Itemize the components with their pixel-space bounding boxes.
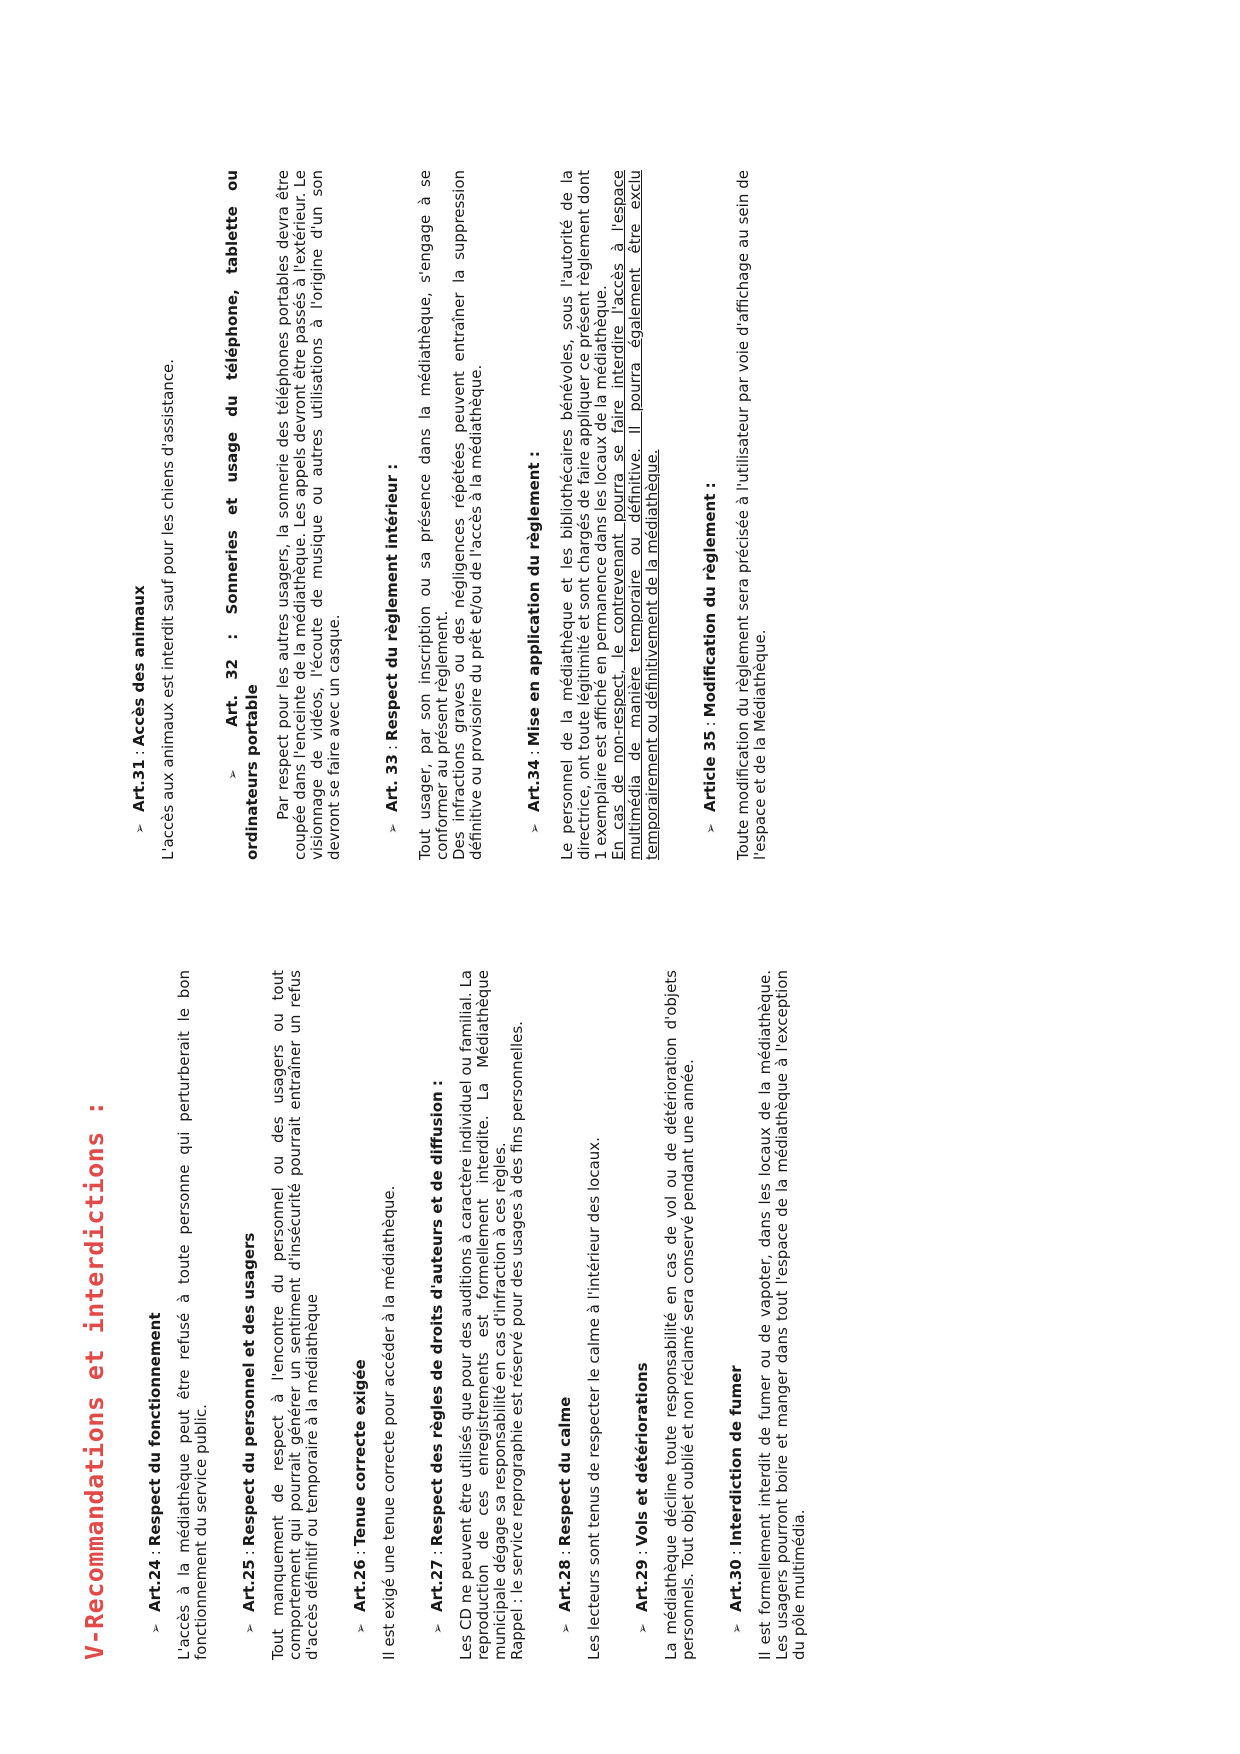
article-title: Respect des règles de droits d'auteurs et de diffusion : — [428, 1080, 446, 1547]
article-title: Respect du personnel et des usagers — [240, 1232, 258, 1547]
article-number: Art.34 — [525, 759, 543, 812]
rotated-page — [80, 120, 1160, 1660]
article-30-heading: ➢ Art.30 : Interdiction de fumer — [727, 1365, 745, 1634]
right-column — [130, 170, 799, 860]
article-number: Art. 33 — [383, 754, 401, 812]
article-29-heading: ➢ Art.29 : Vols et détériorations — [633, 1362, 651, 1634]
arrow-bullet-icon: ➢ — [226, 769, 241, 780]
article-26-text: Il est exigé une tenue correcte pour accéder à la médiathèque. — [380, 1185, 398, 1660]
article-number: Article 35 — [701, 730, 719, 812]
article-28-heading: ➢ Art.28 : Respect du calme — [556, 1396, 574, 1634]
article-title: Respect du règlement intérieur : — [383, 463, 401, 741]
article-34-text: Le personnel de la médiathèque et les bibliothécaires bénévoles, sous l'autorité de la directrice, ont toute légitimité et sont chargés de faire appliquer ce présent règlement dont 1 exemplaire est affiché en permanence dans les locaux de la médiathèque. — [558, 170, 610, 860]
article-30-text: Il est formellement interdit de fumer ou de vapoter, dans les locaux de la médiathèque. Les usagers pourront boire et manger dans tout l'espace de la médiathèque à l'exception du pôle multimédia. — [756, 970, 808, 1660]
arrow-bullet-icon: ➢ — [730, 1623, 745, 1634]
arrow-bullet-icon: ➢ — [559, 1623, 574, 1634]
article-33-text: Tout usager, par son inscription ou sa présence dans la médiathèque, s'engage à se conformer au présent règlement. — [416, 170, 451, 860]
article-27-note: Rappel : le service reprographie est réservé pour des usages à des fins personnelles. — [508, 1021, 526, 1660]
article-title: Tenue correcte exigée — [351, 1359, 369, 1547]
article-title: Sonneries et usage du téléphone, tablette ou ordinateurs portable — [223, 170, 261, 860]
article-number: Art.26 — [351, 1559, 369, 1612]
article-number: Art.24 — [146, 1559, 164, 1612]
article-24-heading: ➢ Art.24 : Respect du fonctionnement — [146, 1312, 164, 1634]
arrow-bullet-icon: ➢ — [636, 1623, 651, 1634]
article-33-heading: ➢ Art. 33 : Respect du règlement intérieur : — [383, 463, 401, 834]
arrow-bullet-icon: ➢ — [431, 1623, 446, 1634]
arrow-bullet-icon: ➢ — [354, 1623, 369, 1634]
article-34-sanction: En cas de non-respect, le contrevenant pourra se faire interdire l'accès à l'espace multimédia de manière temporaire ou définitive. Il pourra également être exclu temporairement ou définitivement de la médiathèque. — [609, 170, 661, 860]
arrow-bullet-icon: ➢ — [243, 1623, 258, 1634]
article-32-heading: ➢ Art. 32 : Sonneries et usage du téléphone, tablette ou ordinateurs portable — [223, 170, 261, 860]
article-26-heading: ➢ Art.26 : Tenue correcte exigée — [351, 1359, 369, 1634]
article-34-heading: ➢ Art.34 : Mise en application du règlement : — [525, 451, 543, 834]
arrow-bullet-icon: ➢ — [704, 823, 719, 834]
arrow-bullet-icon: ➢ — [386, 823, 401, 834]
article-number: Art.25 — [240, 1559, 258, 1612]
article-24-text: L'accès à la médiathèque peut être refusé à toute personne qui perturberait le bon fonctionnement du service public. — [175, 970, 210, 1660]
arrow-bullet-icon: ➢ — [149, 1623, 164, 1634]
article-title: Respect du calme — [556, 1396, 574, 1547]
article-27-text: Les CD ne peuvent être utilisés que pour des auditions à caractère individuel ou familial. La reproduction de ces enregistrements est formellement interdite. La Médiathèque municipale dégage sa responsabilité en cas d'infraction à ces règles. — [457, 970, 509, 1660]
page-title: V-Recommandations et interdictions : — [80, 1100, 109, 1660]
article-number: Art.27 — [428, 1559, 446, 1612]
article-title: Modification du règlement : — [701, 482, 719, 718]
article-number: Art.30 — [727, 1559, 745, 1612]
article-number: Art. 32 — [223, 658, 241, 727]
article-title: Respect du fonctionnement — [146, 1312, 164, 1547]
article-25-text: Tout manquement de respect à l'encontre du personnel ou des usagers ou tout comportement qui pourrait générer un sentiment d'insécurité pourrait entraîner un refus d'accès définitif ou temporaire à la médiathèque — [269, 970, 321, 1660]
article-35-heading: ➢ Article 35 : Modification du règlement : — [701, 482, 719, 834]
article-25-heading: ➢ Art.25 : Respect du personnel et des usagers — [240, 1232, 258, 1634]
article-title: Accès des animaux — [130, 585, 148, 747]
article-title: Interdiction de fumer — [727, 1365, 745, 1547]
arrow-bullet-icon: ➢ — [133, 823, 148, 834]
article-31-heading: ➢ Art.31 : Accès des animaux — [130, 585, 148, 834]
article-number: Art.31 — [130, 759, 148, 812]
article-35-text: Toute modification du règlement sera précisée à l'utilisateur par voie d'affichage au sein de l'espace et de la Médiathèque. — [734, 170, 769, 860]
article-32-text: Par respect pour les autres usagers, la sonnerie des téléphones portables devra être coupée dans l'enceinte de la médiathèque. Les appels devront être passés à l'extérieur. Le visionnage de vidéos, l'écoute de musique ou autres utilisations à l'origine d'un son devront se faire avec un casque. — [274, 170, 343, 860]
arrow-bullet-icon: ➢ — [528, 823, 543, 834]
article-number: Art.28 — [556, 1559, 574, 1612]
article-number: Art.29 — [633, 1559, 651, 1612]
article-33-text-2: Des infractions graves ou des négligences répétées peuvent entraîner la suppression définitive ou provisoire du prêt et/ou de l'accès à la médiathèque. — [450, 170, 485, 860]
article-title: Mise en application du règlement : — [525, 451, 543, 747]
article-29-text: La médiathèque décline toute responsabilité en cas de vol ou de détérioration d'objets personnels. Tout objet oublié et non réclamé sera conservé pendant une année. — [662, 970, 697, 1660]
article-28-text: Les lecteurs sont tenus de respecter le calme à l'intérieur des locaux. — [585, 1137, 603, 1660]
left-column — [80, 970, 838, 1660]
article-31-text: L'accès aux animaux est interdit sauf pour les chiens d'assistance. — [159, 358, 177, 860]
article-27-heading: ➢ Art.27 : Respect des règles de droits d'auteurs et de diffusion : — [428, 1080, 446, 1634]
article-title: Vols et détériorations — [633, 1362, 651, 1547]
